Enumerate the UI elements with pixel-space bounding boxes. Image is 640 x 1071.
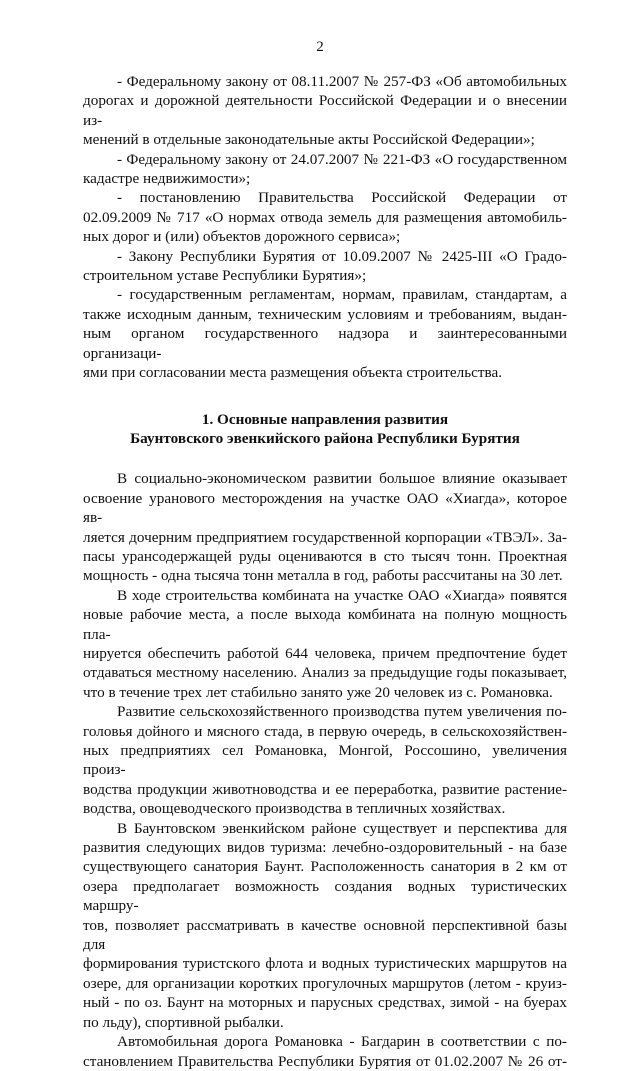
text-line: ных предприятиях сел Романовка, Монгой, Россошино, увеличения произ-	[83, 742, 567, 779]
text-line: тов, позволяет рассматривать в качестве основной перспективной базы для	[83, 916, 567, 954]
text-line: ляется дочерним предприятием государственной корпорации «ТВЭЛ». За-	[83, 528, 567, 546]
page-number: 2	[316, 39, 324, 55]
text-line: ным органом государственного надзора и заинтересованными организаци-	[83, 325, 567, 362]
text-line: ями при согласовании места размещения объекта строительства.	[83, 364, 503, 382]
text-line: что в течение трех лет стабильно занято уже 20 человек из с. Романовка.	[83, 683, 553, 701]
text-line: кадастре недвижимости»;	[83, 170, 251, 188]
section-body	[83, 469, 567, 1071]
text-line: Развитие сельскохозяйственного производства путем увеличения по-	[117, 703, 567, 721]
text-line: водства, овощеводческого производства в тепличных хозяйствах.	[83, 800, 506, 818]
list-item	[83, 188, 567, 246]
paragraph	[83, 469, 567, 585]
text-line: - Федеральному закону от 24.07.2007 № 221-ФЗ «О государственном	[117, 150, 567, 168]
text-line: нируется обеспечить работой 644 человека, причем предпочтение будет	[83, 644, 567, 662]
text-line: мощность - одна тысяча тонн металла в год, работы рассчитаны на 30 лет.	[83, 567, 563, 585]
text-line: освоение уранового месторождения на участке ОАО «Хиагда», которое яв-	[83, 489, 567, 527]
text-line: 02.09.2009 № 717 «О нормах отвода земель для размещения автомобиль-	[83, 208, 567, 226]
text-line: ный - по оз. Баунт на моторных и парусных средствах, зимой - на буерах	[83, 994, 567, 1012]
text-line: - постановлению Правительства Российской Федерации от	[117, 189, 567, 207]
text-line: озере, для организации коротких прогулочных маршрутов (летом - круиз-	[83, 974, 567, 992]
text-line: Автомобильная дорога Романовка - Багдарин в соответствии с по-	[117, 1033, 567, 1051]
text-line: озера предполагает возможность создания водных туристических маршру-	[83, 877, 567, 915]
text-line: менений в отдельные законодательные акты Российской Федерации»;	[83, 131, 535, 149]
text-line: - государственным регламентам, нормам, правилам, стандартам, а	[117, 286, 567, 304]
document-body	[83, 72, 567, 1071]
paragraph	[83, 702, 567, 818]
paragraph	[83, 1032, 567, 1071]
text-line: по льду), спортивной рыбалки.	[83, 1013, 284, 1031]
text-line: ных дорог и (или) объектов дорожного сервиса»;	[83, 228, 401, 246]
text-line: пасы урансодержащей руды оцениваются в сто тысяч тонн. Проектная	[83, 547, 567, 565]
text-line: В ходе строительства комбината на участке ОАО «Хиагда» появятся	[117, 586, 567, 604]
text-line: - Закону Республики Бурятия от 10.09.2007 № 2425-III «О Градо-	[117, 247, 567, 265]
text-line: отдаваться местному населению. Анализ за предыдущие годы показывает,	[83, 664, 567, 682]
section-heading-line-1: 1. Основные направления развития	[201, 410, 449, 428]
text-line: также исходным данным, техническим условиям и требованиям, выдан-	[83, 305, 567, 323]
text-line: формирования туристского флота и водных туристических маршрутов на	[83, 955, 567, 973]
text-line: строительном уставе Республики Бурятия»;	[83, 267, 367, 285]
text-line: - Федеральному закону от 08.11.2007 № 257-ФЗ «Об автомобильных	[117, 73, 567, 90]
text-line: водства продукции животноводства и ее переработка, развитие растение-	[83, 780, 567, 798]
list-item	[83, 150, 567, 189]
list-item	[83, 247, 567, 286]
list-item	[83, 285, 567, 382]
text-line: развития следующих видов туризма: лечебно-оздоровительный - на базе	[83, 839, 567, 857]
section-heading-line-2: Баунтовского эвенкийского района Республики Бурятия	[130, 429, 520, 447]
paragraph	[83, 819, 567, 1032]
legal-references-list	[83, 72, 567, 383]
text-line: дорогах и дорожной деятельности Российской Федерации и о внесении из-	[83, 92, 567, 129]
text-line: В Баунтовском эвенкийском районе существует и перспектива для	[117, 819, 567, 837]
text-line: существующего санатория Баунт. Расположенность санатория в 2 км от	[83, 858, 567, 876]
text-line: В социально-экономическом развитии большое влияние оказывает	[117, 470, 567, 488]
paragraph	[83, 586, 567, 702]
section-heading	[83, 410, 567, 449]
text-line: новые рабочие места, а после выхода комбината на полную мощность пла-	[83, 606, 567, 643]
list-item	[83, 72, 567, 150]
text-line: становлением Правительства Республики Бурятия от 01.02.2007 № 26 от-	[83, 1052, 567, 1070]
text-line: головья дойного и мясного стада, в первую очередь, в сельскохозяйствен-	[83, 722, 567, 740]
